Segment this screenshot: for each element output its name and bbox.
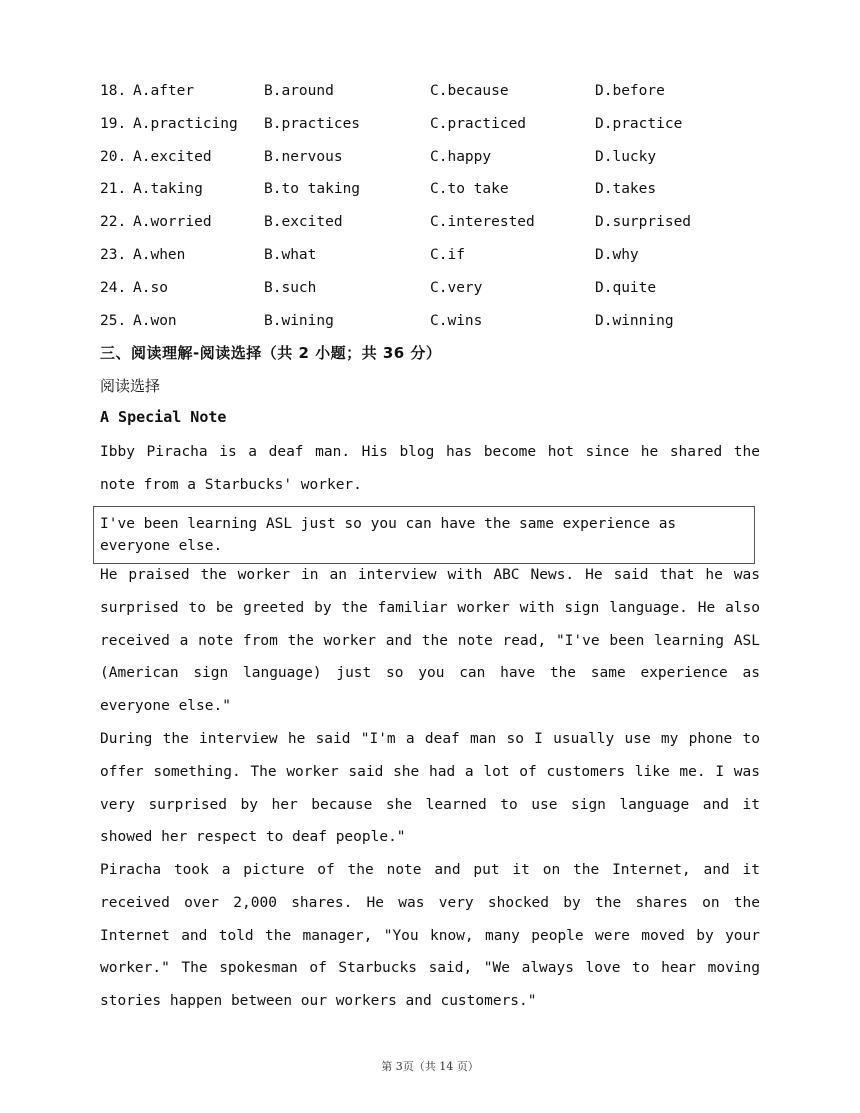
option-c: C.interested xyxy=(430,214,535,231)
option-b: B.nervous xyxy=(264,148,343,165)
quoted-note-box: I've been learning ASL just so you can have the same experience as everyone else. xyxy=(93,506,755,564)
option-row-20 xyxy=(100,144,780,177)
option-d: D.why xyxy=(595,246,639,263)
option-d: D.lucky xyxy=(595,148,657,165)
option-row-23 xyxy=(100,242,780,275)
option-a: A.so xyxy=(133,279,168,296)
option-c: C.to take xyxy=(430,181,509,198)
question-number: 24. xyxy=(100,279,127,296)
option-b: B.to taking xyxy=(264,181,361,198)
option-b: B.such xyxy=(264,279,317,296)
option-a: A.after xyxy=(133,83,195,99)
article-intro-paragraph: Ibby Piracha is a deaf man. His blog has become hot since he shared the note from a Starbucks' worker. xyxy=(100,444,760,493)
question-number: 22. xyxy=(100,214,127,231)
section-subheading: 阅读选择 xyxy=(100,377,161,395)
answer-options xyxy=(100,78,780,340)
option-row-24 xyxy=(100,275,780,308)
article-paragraph-2: He praised the worker in an interview with ABC News. He said that he was surprised to be greeted by the familiar worker with sign language. He also received a note from the worker and the note read, "I've been learning ASL (American sign language) just so you can have the same experience as everyone else." xyxy=(100,567,760,715)
question-number: 20. xyxy=(100,148,127,165)
option-row-22 xyxy=(100,209,780,242)
option-c: C.wins xyxy=(430,312,483,329)
option-row-21 xyxy=(100,176,780,209)
option-d: D.surprised xyxy=(595,214,692,231)
option-a: A.taking xyxy=(133,181,203,198)
option-b: B.practices xyxy=(264,115,361,132)
option-a: A.excited xyxy=(133,148,212,165)
option-b: B.around xyxy=(264,83,334,99)
option-b: B.excited xyxy=(264,214,343,231)
question-number: 21. xyxy=(100,181,127,198)
article-paragraph-4: Piracha took a picture of the note and put it on the Internet, and it received over 2,000 shares. He was very shocked by the shares on the Internet and told the manager, "You know, many people were moved by your worker." The spokesman of Starbucks said, "We always love to hear moving stories happen between our workers and customers." xyxy=(100,862,760,1010)
option-b: B.wining xyxy=(264,312,334,329)
option-a: A.practicing xyxy=(133,115,238,132)
option-row-25 xyxy=(100,308,780,341)
option-c: C.practiced xyxy=(430,115,527,132)
article-title: A Special Note xyxy=(100,408,227,426)
option-c: C.very xyxy=(430,279,483,296)
section-heading: 三、阅读理解-阅读选择（共 2 小题；共 36 分） xyxy=(100,344,442,362)
option-row-18 xyxy=(100,78,780,111)
option-d: D.quite xyxy=(595,279,657,296)
option-d: D.practice xyxy=(595,115,683,132)
option-b: B.what xyxy=(264,246,317,263)
option-c: C.if xyxy=(430,246,465,263)
option-d: D.winning xyxy=(595,312,674,329)
question-number: 18. xyxy=(100,83,127,99)
option-d: D.takes xyxy=(595,181,657,198)
option-c: C.happy xyxy=(430,148,492,165)
article-paragraph-3: During the interview he said "I'm a deaf man so I usually use my phone to offer something. The worker said she had a lot of customers like me. I was very surprised by her because she learned to use sign language and it showed her respect to deaf people." xyxy=(100,731,760,846)
question-number: 25. xyxy=(100,312,127,329)
option-a: A.worried xyxy=(133,214,212,231)
question-number: 19. xyxy=(100,115,127,132)
option-a: A.when xyxy=(133,246,186,263)
question-number: 23. xyxy=(100,246,127,263)
option-row-19 xyxy=(100,111,780,144)
option-a: A.won xyxy=(133,312,177,329)
option-c: C.because xyxy=(430,83,509,99)
page-number-footer: 第 3页（共 14 页） xyxy=(381,1060,479,1073)
option-d: D.before xyxy=(595,83,665,99)
